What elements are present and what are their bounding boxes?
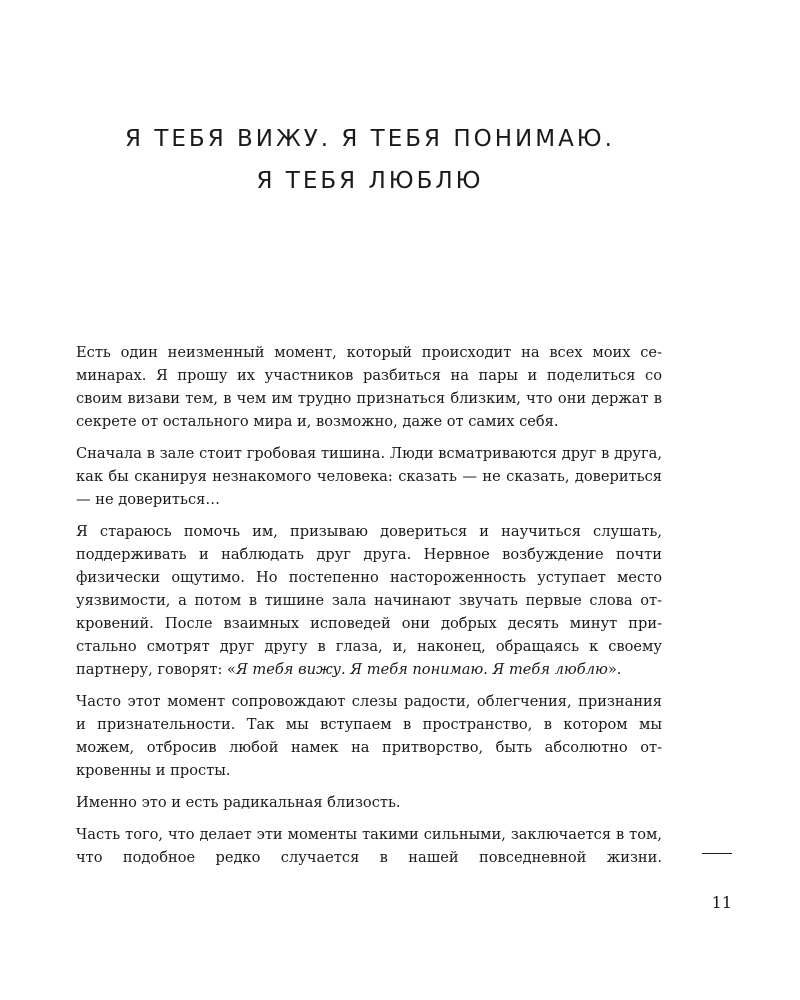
paragraph-3-text: Я стараюсь помочь им, призываю довериться и научиться слушать, поддерживать и наблюдать друг друга. Нервное возбуждение почти физически ощутимо. Но постепенно настороженность уступает место уязвимости, а потом в тишине зала начинают звучать первые слова откровений. После взаимных исповедей они добрых десять минут пристально смотрят друг другу в глаза, и, наконец, обращаясь к своему партнеру, говорят: « xyxy=(76,523,662,678)
paragraph-3-end: ». xyxy=(607,661,622,678)
paragraph-4: Часто этот момент сопровождают слезы радости, облегчения, признания и признательности. Так мы вступаем в пространство, в котором мы можем, отбросив любой намек на притворство, быть абсолютно откровенны и просты. xyxy=(76,693,662,779)
paragraph-5: Именно это и есть радикальная близость. xyxy=(76,794,401,811)
paragraph-6: Часть того, что делает эти моменты такими сильными, заключается в том, что подобное редко случается в нашей повседневной жизни. xyxy=(76,826,662,866)
paragraph-3-quote: Я тебя вижу. Я тебя понимаю. Я тебя люблю xyxy=(235,661,608,678)
paragraph-2: Сначала в зале стоит гробовая тишина. Люди всматриваются друг в друга, как бы сканируя незнакомого человека: сказать — не сказать, довериться — не довериться… xyxy=(76,445,662,508)
paragraph-1: Есть один неизменный момент, который происходит на всех моих семинарах. Я прошу их участников разбиться на пары и поделиться со своим визави тем, в чем им трудно признаться близким, что они держат в секрете от остального мира и, возможно, даже от самих себя. xyxy=(76,344,662,430)
chapter-title-line-1: Я ТЕБЯ ВИЖУ. Я ТЕБЯ ПОНИМАЮ. xyxy=(125,126,615,152)
page-number: 11 xyxy=(711,893,732,912)
margin-rule xyxy=(702,853,732,854)
body-text xyxy=(76,341,662,878)
chapter-title-line-2: Я ТЕБЯ ЛЮБЛЮ xyxy=(256,168,484,194)
paragraph-3 xyxy=(76,520,662,681)
chapter-title xyxy=(0,118,740,202)
